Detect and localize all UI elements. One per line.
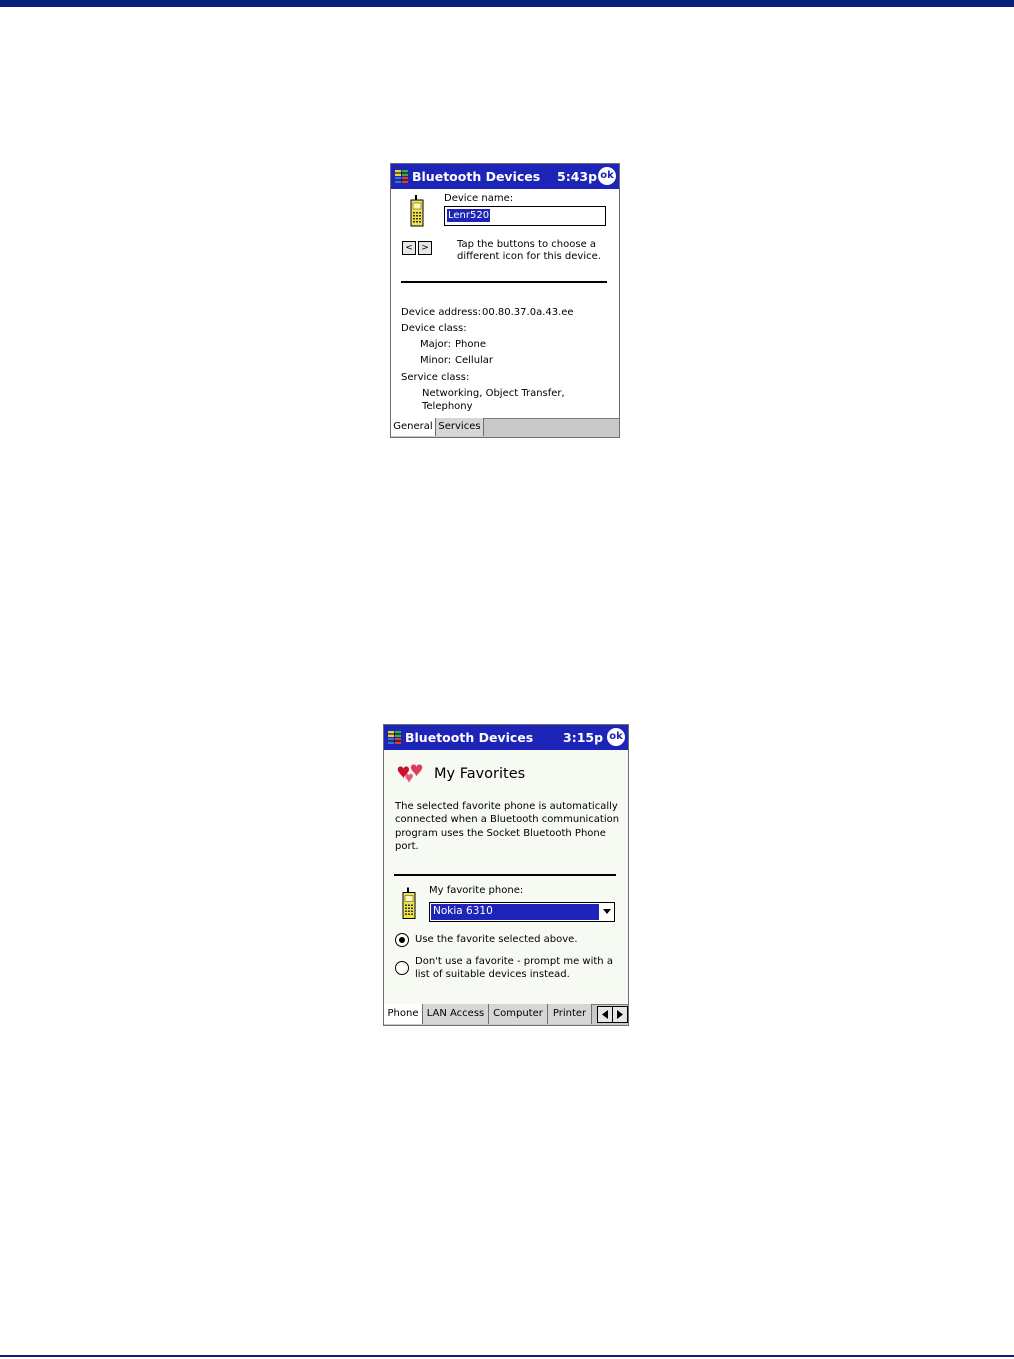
device-address-label: Device address: <box>401 307 482 318</box>
next-icon-button[interactable]: > <box>418 241 432 255</box>
divider <box>394 874 616 876</box>
tab-general[interactable]: General <box>391 418 436 436</box>
title-bar <box>384 725 628 750</box>
description-line-2: connected when a Bluetooth communication <box>395 814 620 825</box>
prompt-radio[interactable] <box>395 961 409 975</box>
tab-scroll-right-button[interactable] <box>612 1006 628 1023</box>
ok-button[interactable]: ok <box>607 728 625 746</box>
arrow-right-icon <box>613 1007 627 1022</box>
radio-selected-dot <box>399 937 405 943</box>
my-favorites-screen <box>383 724 629 1026</box>
favorite-phone-value: Nokia 6310 <box>431 904 599 920</box>
service-class-line-2: Telephony <box>422 401 473 412</box>
description-line-4: port. <box>395 841 419 852</box>
major-label: Major: <box>420 339 451 350</box>
tab-services[interactable]: Services <box>436 418 484 436</box>
description-line-3: program uses the Socket Bluetooth Phone <box>395 828 606 839</box>
device-name-label: Device name: <box>444 193 514 204</box>
prompt-label-line-2[interactable]: list of suitable devices instead. <box>415 969 570 980</box>
page-heading: My Favorites <box>434 766 526 782</box>
prev-icon-button[interactable]: < <box>402 241 416 255</box>
tab-scroll-left-button[interactable] <box>597 1006 613 1023</box>
favorite-phone-select[interactable] <box>429 902 615 922</box>
prompt-label-line-1[interactable]: Don't use a favorite - prompt me with a <box>415 956 613 967</box>
tab-bar <box>391 418 619 437</box>
tab-phone[interactable]: Phone <box>384 1004 423 1024</box>
service-class-line-1: Networking, Object Transfer, <box>422 388 565 399</box>
windows-flag-icon <box>387 729 403 746</box>
cellphone-icon <box>410 195 424 227</box>
page-bottom-rule <box>0 1355 1014 1357</box>
icon-hint-line-1: Tap the buttons to choose a <box>457 239 597 250</box>
minor-value: Cellular <box>455 355 494 366</box>
arrow-left-icon <box>598 1007 612 1022</box>
clock[interactable]: 5:43p <box>557 169 598 184</box>
tab-bar <box>384 1004 628 1025</box>
windows-flag-icon <box>394 168 410 185</box>
icon-hint-line-2: different icon for this device. <box>457 251 601 262</box>
app-title: Bluetooth Devices <box>405 730 534 745</box>
device-class-label: Device class: <box>401 323 467 334</box>
title-bar <box>391 164 619 189</box>
divider <box>401 281 607 283</box>
app-title: Bluetooth Devices <box>412 169 541 184</box>
major-value: Phone <box>455 339 486 350</box>
device-address-value: 00.80.37.0a.43.ee <box>482 307 574 318</box>
clock[interactable]: 3:15p <box>563 730 604 745</box>
description-line-1: The selected favorite phone is automatically <box>395 801 618 812</box>
device-name-value: Lenr520 <box>448 210 490 221</box>
device-name-input[interactable] <box>444 206 606 226</box>
tab-printer[interactable]: Printer <box>548 1004 592 1024</box>
chevron-down-icon[interactable] <box>603 909 611 914</box>
use-favorite-label[interactable]: Use the favorite selected above. <box>415 934 578 945</box>
favorite-phone-label: My favorite phone: <box>429 885 524 896</box>
ok-button[interactable]: ok <box>598 167 616 185</box>
tab-lan-access[interactable]: LAN Access <box>423 1004 489 1024</box>
use-favorite-radio[interactable] <box>395 933 409 947</box>
minor-label: Minor: <box>420 355 452 366</box>
cellphone-icon <box>402 887 416 920</box>
device-details-screen <box>390 163 620 438</box>
tab-computer[interactable]: Computer <box>489 1004 548 1024</box>
hearts-icon <box>393 763 427 785</box>
service-class-label: Service class: <box>401 372 470 383</box>
page-top-rule <box>0 0 1014 7</box>
